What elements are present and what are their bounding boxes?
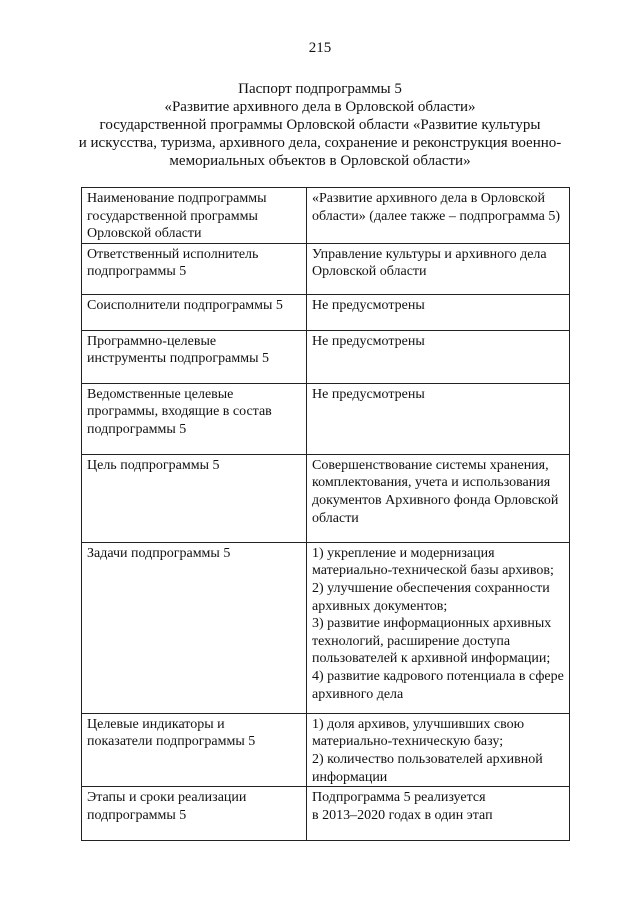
row-value <box>307 330 570 383</box>
row-value-line: области <box>312 510 359 526</box>
row-label-line: Орловской области <box>87 226 202 242</box>
row-value-line: Орловской области <box>312 264 427 280</box>
row-value-line: документов Архивного фонда Орловской <box>312 492 559 508</box>
row-label-line: показатели подпрограммы 5 <box>87 734 256 750</box>
row-value-line: области» (далее также – подпрограмма 5) <box>312 208 561 224</box>
row-label-line: Ведомственные целевые <box>87 386 234 402</box>
title-line: «Развитие архивного дела в Орловской области» <box>164 99 476 115</box>
row-value <box>307 243 570 294</box>
row-value-line: архивных документов; <box>312 598 448 614</box>
row-value-line: 2) улучшение обеспечения сохранности <box>312 580 550 596</box>
row-label-line: Цель подпрограммы 5 <box>87 457 220 473</box>
row-label <box>82 243 307 294</box>
row-value-line: 2) количество пользователей архивной <box>312 751 543 767</box>
row-value-line: пользователей к архивной информации; <box>312 651 551 667</box>
row-value <box>307 542 570 713</box>
title-line: мемориальных объектов в Орловской области» <box>169 153 471 169</box>
row-value-line: 3) развитие информационных архивных <box>312 616 552 632</box>
row-value <box>307 713 570 786</box>
row-value-line: технологий, расширение доступа <box>312 633 511 649</box>
document-title <box>70 80 570 170</box>
row-label-line: Соисполнители подпрограммы 5 <box>87 297 283 313</box>
row-value <box>307 787 570 841</box>
row-value-line: материально-технической базы архивов; <box>312 563 554 579</box>
row-label-line: Ответственный исполнитель <box>87 246 259 262</box>
row-value <box>307 383 570 454</box>
row-value <box>307 294 570 330</box>
row-label <box>82 542 307 713</box>
row-value-line: «Развитие архивного дела в Орловской <box>312 191 546 206</box>
row-label <box>82 188 307 244</box>
row-label-line: программы, входящие в состав <box>87 404 272 420</box>
row-label <box>82 787 307 841</box>
row-value-line: Не предусмотрены <box>312 386 425 402</box>
row-value-line: материально-техническую базу; <box>312 734 504 750</box>
row-value-line: 1) доля архивов, улучшивших свою <box>312 716 525 732</box>
row-label <box>82 330 307 383</box>
row-label-line: государственной программы <box>87 208 258 224</box>
row-value <box>307 454 570 542</box>
row-value-line: 4) развитие кадрового потенциала в сфере <box>312 668 564 684</box>
row-label-line: Наименование подпрограммы <box>87 191 267 206</box>
row-value-line: комплектования, учета и использования <box>312 475 551 491</box>
table-row <box>82 454 570 542</box>
row-label-line: инструменты подпрограммы 5 <box>87 351 269 367</box>
passport-table <box>81 187 570 841</box>
row-value-line: Совершенствование системы хранения, <box>312 457 549 473</box>
page-number: 215 <box>308 40 332 56</box>
row-value-line: 1) укрепление и модернизация <box>312 545 495 561</box>
table-row <box>82 713 570 786</box>
row-label <box>82 294 307 330</box>
row-value-line: Не предусмотрены <box>312 297 425 313</box>
row-value-line: Не предусмотрены <box>312 333 425 349</box>
row-label-line: Задачи подпрограммы 5 <box>87 545 231 561</box>
row-label-line: Этапы и сроки реализации <box>87 790 247 806</box>
row-value-line: архивного дела <box>312 686 404 702</box>
table-row <box>82 294 570 330</box>
row-label <box>82 454 307 542</box>
row-label-line: Программно-целевые <box>87 333 217 349</box>
title-line: государственной программы Орловской области «Развитие культуры <box>99 117 541 133</box>
row-value-line: в 2013–2020 годах в один этап <box>312 807 493 823</box>
row-label-line: Целевые индикаторы и <box>87 716 225 732</box>
row-label-line: подпрограммы 5 <box>87 807 187 823</box>
row-label <box>82 383 307 454</box>
row-value-line: Подпрограмма 5 реализуется <box>312 790 486 806</box>
row-label <box>82 713 307 786</box>
table-row <box>82 383 570 454</box>
row-label-line: подпрограммы 5 <box>87 264 187 280</box>
table-row <box>82 787 570 841</box>
title-line: и искусства, туризма, архивного дела, сохранение и реконструкция военно- <box>78 135 562 151</box>
table-row <box>82 188 570 244</box>
table-row <box>82 542 570 713</box>
row-value <box>307 188 570 244</box>
row-label-line: подпрограммы 5 <box>87 421 187 437</box>
row-value-line: Управление культуры и архивного дела <box>312 246 547 262</box>
title-line: Паспорт подпрограммы 5 <box>238 81 402 97</box>
table-row <box>82 330 570 383</box>
table-row <box>82 243 570 294</box>
row-value-line: информации <box>312 769 388 785</box>
